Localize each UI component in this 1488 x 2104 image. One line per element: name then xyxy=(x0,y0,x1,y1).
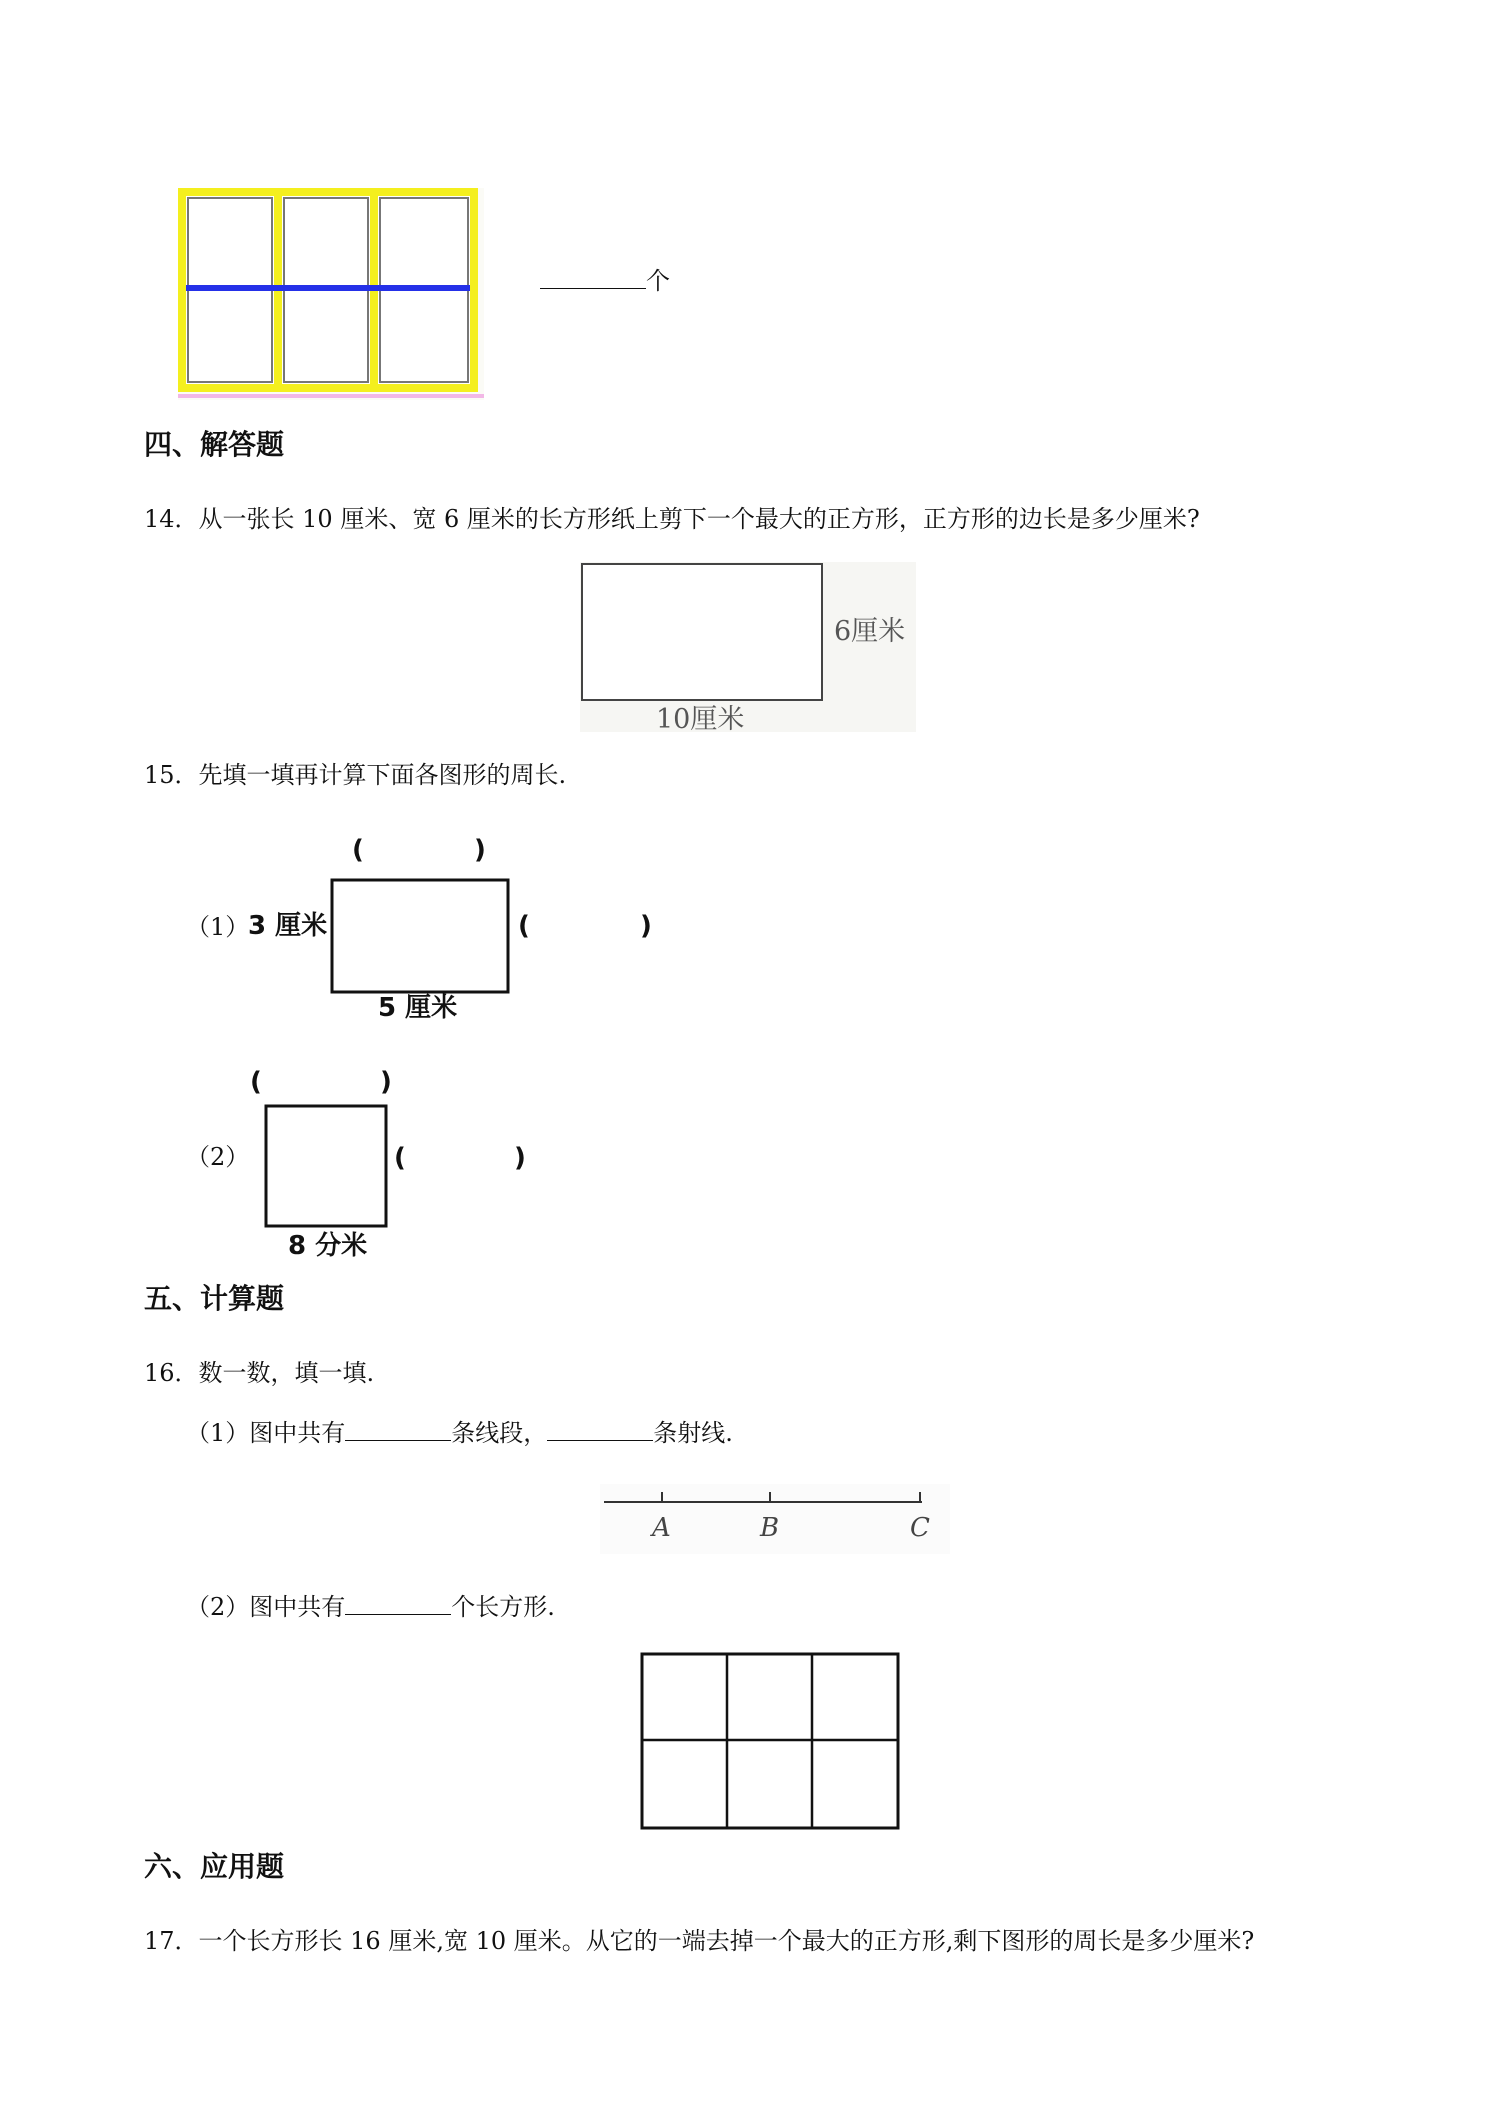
q15-fig2-top-paren-close: ) xyxy=(380,1067,392,1097)
q15-fig1-right-paren-close: ) xyxy=(640,911,652,941)
q16-point-c: C xyxy=(910,1513,930,1543)
q17-text: 17．一个长方形长 16 厘米,宽 10 厘米。从它的一端去掉一个最大的正方形,剩下图形的周长是多少厘米? xyxy=(144,1927,1255,1955)
q16-part1-prefix: （1）图中共有 xyxy=(186,1419,346,1447)
q16-point-a: A xyxy=(652,1513,671,1543)
q16-part1-middle: 条线段， xyxy=(451,1419,548,1447)
q14-text: 14．从一张长 10 厘米、宽 6 厘米的长方形纸上剪下一个最大的正方形，正方形的边长是多少厘米? xyxy=(144,505,1200,533)
q13-unit: 个 xyxy=(646,267,670,295)
q15-fig1-right-paren-open: ( xyxy=(518,911,530,941)
q14-rectangle-figure xyxy=(580,562,916,732)
q16-part1 xyxy=(186,1418,733,1448)
q14-width-label: 10厘米 xyxy=(656,704,745,732)
section-6-heading: 六、应用题 xyxy=(144,1850,285,1883)
q15-fig1-top-paren-close: ) xyxy=(474,835,486,865)
q15-fig2-right-paren-open: ( xyxy=(394,1143,406,1173)
q16-part1-blank-rays[interactable] xyxy=(547,1418,653,1441)
q15-text: 15．先填一填再计算下面各图形的周长. xyxy=(144,761,567,789)
q16-part2-suffix: 个长方形. xyxy=(451,1593,555,1621)
q14-height-label: 6厘米 xyxy=(834,616,906,647)
section-4-heading: 四、解答题 xyxy=(144,428,285,461)
section-5-heading: 五、计算题 xyxy=(144,1282,285,1315)
q13-answer-line xyxy=(540,266,670,296)
q16-part2-blank[interactable] xyxy=(345,1592,451,1615)
q15-fig2-number: （2） xyxy=(186,1143,250,1171)
q16-part1-blank-segments[interactable] xyxy=(345,1418,451,1441)
q15-fig2-top-paren-open: ( xyxy=(250,1067,262,1097)
q16-part2 xyxy=(186,1592,555,1622)
q15-fig1-top-paren-open: ( xyxy=(352,835,364,865)
q15-fig1-bottom-label: 5 厘米 xyxy=(378,993,458,1020)
q13-yellow-grid-figure xyxy=(178,188,484,400)
q16-line-figure xyxy=(600,1484,950,1554)
q16-grid-figure xyxy=(640,1652,902,1832)
q15-fig2-figure xyxy=(240,1062,540,1262)
q15-fig1-number: （1） xyxy=(186,913,250,941)
q15-fig1-left-label: 3 厘米 xyxy=(248,911,328,941)
q16-part2-prefix: （2）图中共有 xyxy=(186,1593,346,1621)
q16-text: 16．数一数，填一填. xyxy=(144,1359,375,1387)
q16-part1-suffix: 条射线. xyxy=(653,1419,733,1447)
q15-fig2-bottom-label: 8 分米 xyxy=(288,1231,368,1261)
q15-fig1-figure xyxy=(240,830,670,1020)
q16-point-b: B xyxy=(760,1513,780,1543)
q13-blank[interactable] xyxy=(540,266,646,289)
q15-fig2-right-paren-close: ) xyxy=(514,1143,526,1173)
